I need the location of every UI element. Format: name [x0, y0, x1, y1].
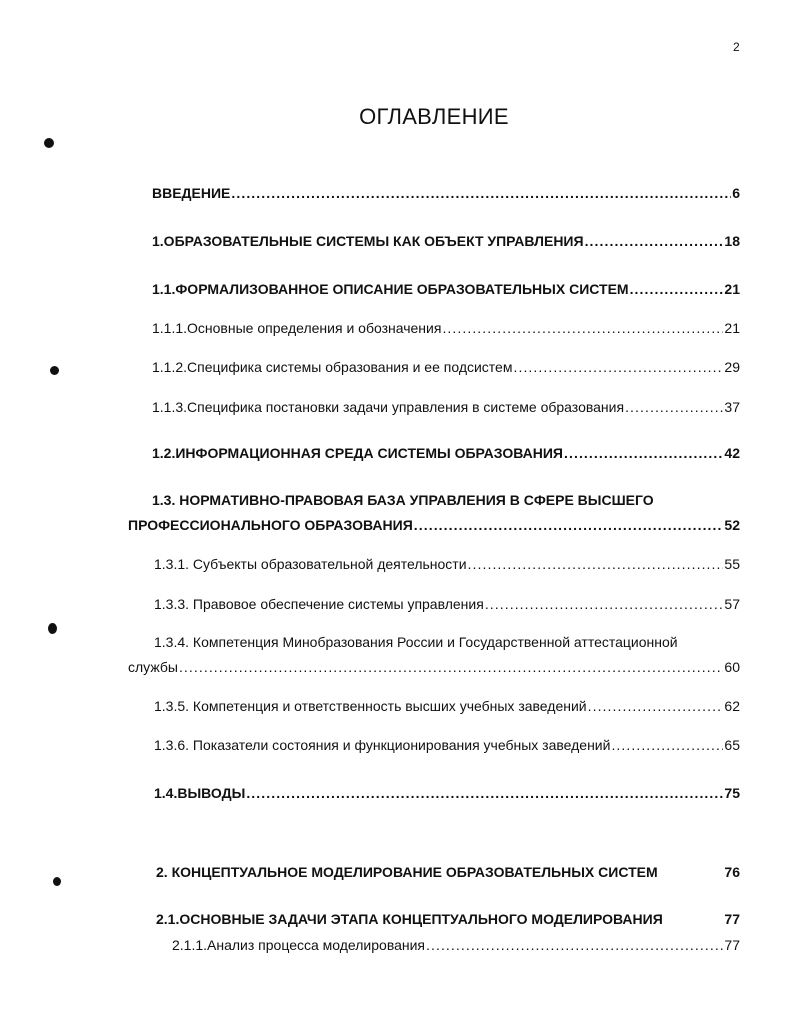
toc-leader: [426, 937, 723, 953]
toc-label: 1.1.1.Основные определения и обозначения: [152, 320, 442, 336]
toc-leader: [468, 556, 724, 572]
toc-page: 37: [724, 399, 740, 415]
toc-page: 77: [724, 937, 740, 953]
toc-label: 1.1.2.Специфика системы образования и ее подсистем: [152, 359, 513, 375]
toc-leader: [630, 281, 724, 297]
toc-entry-1-3-4[interactable]: [128, 659, 740, 675]
toc-leader: [231, 185, 731, 201]
toc-leader: [564, 445, 723, 461]
toc-label: 1.1.3.Специфика постановки задачи управления в системе образования: [152, 399, 625, 415]
toc-label: ПРОФЕССИОНАЛЬНОГО ОБРАЗОВАНИЯ: [128, 517, 413, 533]
toc-leader: [179, 659, 723, 675]
toc-entry-2-1-1[interactable]: [172, 937, 740, 953]
toc-page: 52: [724, 517, 740, 533]
toc-leader: [414, 517, 724, 533]
toc-leader: [246, 785, 723, 801]
toc-label: 2.1.1.Анализ процесса моделирования: [172, 937, 426, 953]
toc-leader: [485, 596, 724, 612]
toc-entry-1-3-6[interactable]: [154, 737, 740, 753]
toc-page: 77: [724, 911, 740, 927]
toc-label: 1.3.3. Правовое обеспечение системы управления: [154, 596, 484, 612]
toc-page: 55: [724, 556, 740, 572]
toc-leader: [585, 233, 724, 249]
binder-hole-dot: [50, 366, 59, 375]
toc-page: 21: [724, 281, 740, 297]
toc-entry-1-1[interactable]: [152, 281, 740, 297]
toc-entry-1-2[interactable]: [152, 445, 740, 461]
toc-entry-1-3-3[interactable]: [154, 596, 740, 612]
toc-leader: [513, 359, 723, 375]
binder-hole-dot: [48, 623, 57, 634]
toc-label: 2. КОНЦЕПТУАЛЬНОЕ МОДЕЛИРОВАНИЕ ОБРАЗОВАТЕЛЬНЫХ СИСТЕМ: [156, 864, 658, 880]
toc-entry-1-3-line1[interactable]: 1.3. НОРМАТИВНО-ПРАВОВАЯ БАЗА УПРАВЛЕНИЯ В СФЕРЕ ВЫСШЕГО: [152, 492, 654, 508]
toc-page: 42: [724, 445, 740, 461]
toc-entry-1-1-1[interactable]: [152, 320, 740, 336]
toc-entry-1-3-1[interactable]: [154, 556, 740, 572]
toc-label: 1.2.ИНФОРМАЦИОННАЯ СРЕДА СИСТЕМЫ ОБРАЗОВАНИЯ: [152, 445, 563, 461]
toc-entry-1-3[interactable]: [128, 517, 740, 533]
toc-page: 29: [724, 359, 740, 375]
toc-label: 1.3.5. Компетенция и ответственность высших учебных заведений: [154, 698, 587, 714]
toc-page: 21: [724, 320, 740, 336]
toc-page: 18: [724, 233, 740, 249]
toc-leader: [442, 320, 723, 336]
toc-label: 1.1.ФОРМАЛИЗОВАННОЕ ОПИСАНИЕ ОБРАЗОВАТЕЛЬНЫХ СИСТЕМ: [152, 281, 629, 297]
toc-page: 60: [724, 659, 740, 675]
toc-entry-1-3-5[interactable]: [154, 698, 740, 714]
toc-label: 1.ОБРАЗОВАТЕЛЬНЫЕ СИСТЕМЫ КАК ОБЪЕКТ УПРАВЛЕНИЯ: [152, 233, 584, 249]
toc-label: 1.3.1. Субъекты образовательной деятельности: [154, 556, 467, 572]
toc-leader: [625, 399, 723, 415]
toc-page: 65: [724, 737, 740, 753]
toc-label: 1.4.ВЫВОДЫ: [154, 785, 246, 801]
toc-label: 1.3.6. Показатели состояния и функционирования учебных заведений: [154, 737, 611, 753]
toc-entry-intro[interactable]: [152, 185, 740, 201]
toc-entry-1-3-4-line1[interactable]: 1.3.4. Компетенция Минобразования России и Государственной аттестационной: [154, 634, 678, 650]
page-title: ОГЛАВЛЕНИЕ: [359, 104, 509, 129]
toc-entry-2-1[interactable]: [156, 911, 740, 927]
toc-page: 57: [724, 596, 740, 612]
toc-page: 6: [732, 185, 740, 201]
binder-hole-dot: [44, 138, 54, 148]
toc-page: 62: [724, 698, 740, 714]
toc-entry-1-1-2[interactable]: [152, 359, 740, 375]
toc-leader: [588, 698, 724, 714]
toc-page: 76: [724, 864, 740, 880]
toc-entry-1-1-3[interactable]: [152, 399, 740, 415]
toc-label: 2.1.ОСНОВНЫЕ ЗАДАЧИ ЭТАПА КОНЦЕПТУАЛЬНОГО МОДЕЛИРОВАНИЯ: [156, 911, 663, 927]
toc-entry-chapter-1[interactable]: [152, 233, 740, 249]
toc-entry-chapter-2[interactable]: [156, 864, 740, 880]
page-number: 2: [733, 40, 740, 54]
binder-hole-dot: [53, 877, 61, 886]
toc-entry-1-4[interactable]: [154, 785, 740, 801]
toc-leader: [611, 737, 723, 753]
toc-label: службы: [128, 659, 178, 675]
toc-page: 75: [724, 785, 740, 801]
toc-label: ВВЕДЕНИЕ: [152, 185, 231, 201]
